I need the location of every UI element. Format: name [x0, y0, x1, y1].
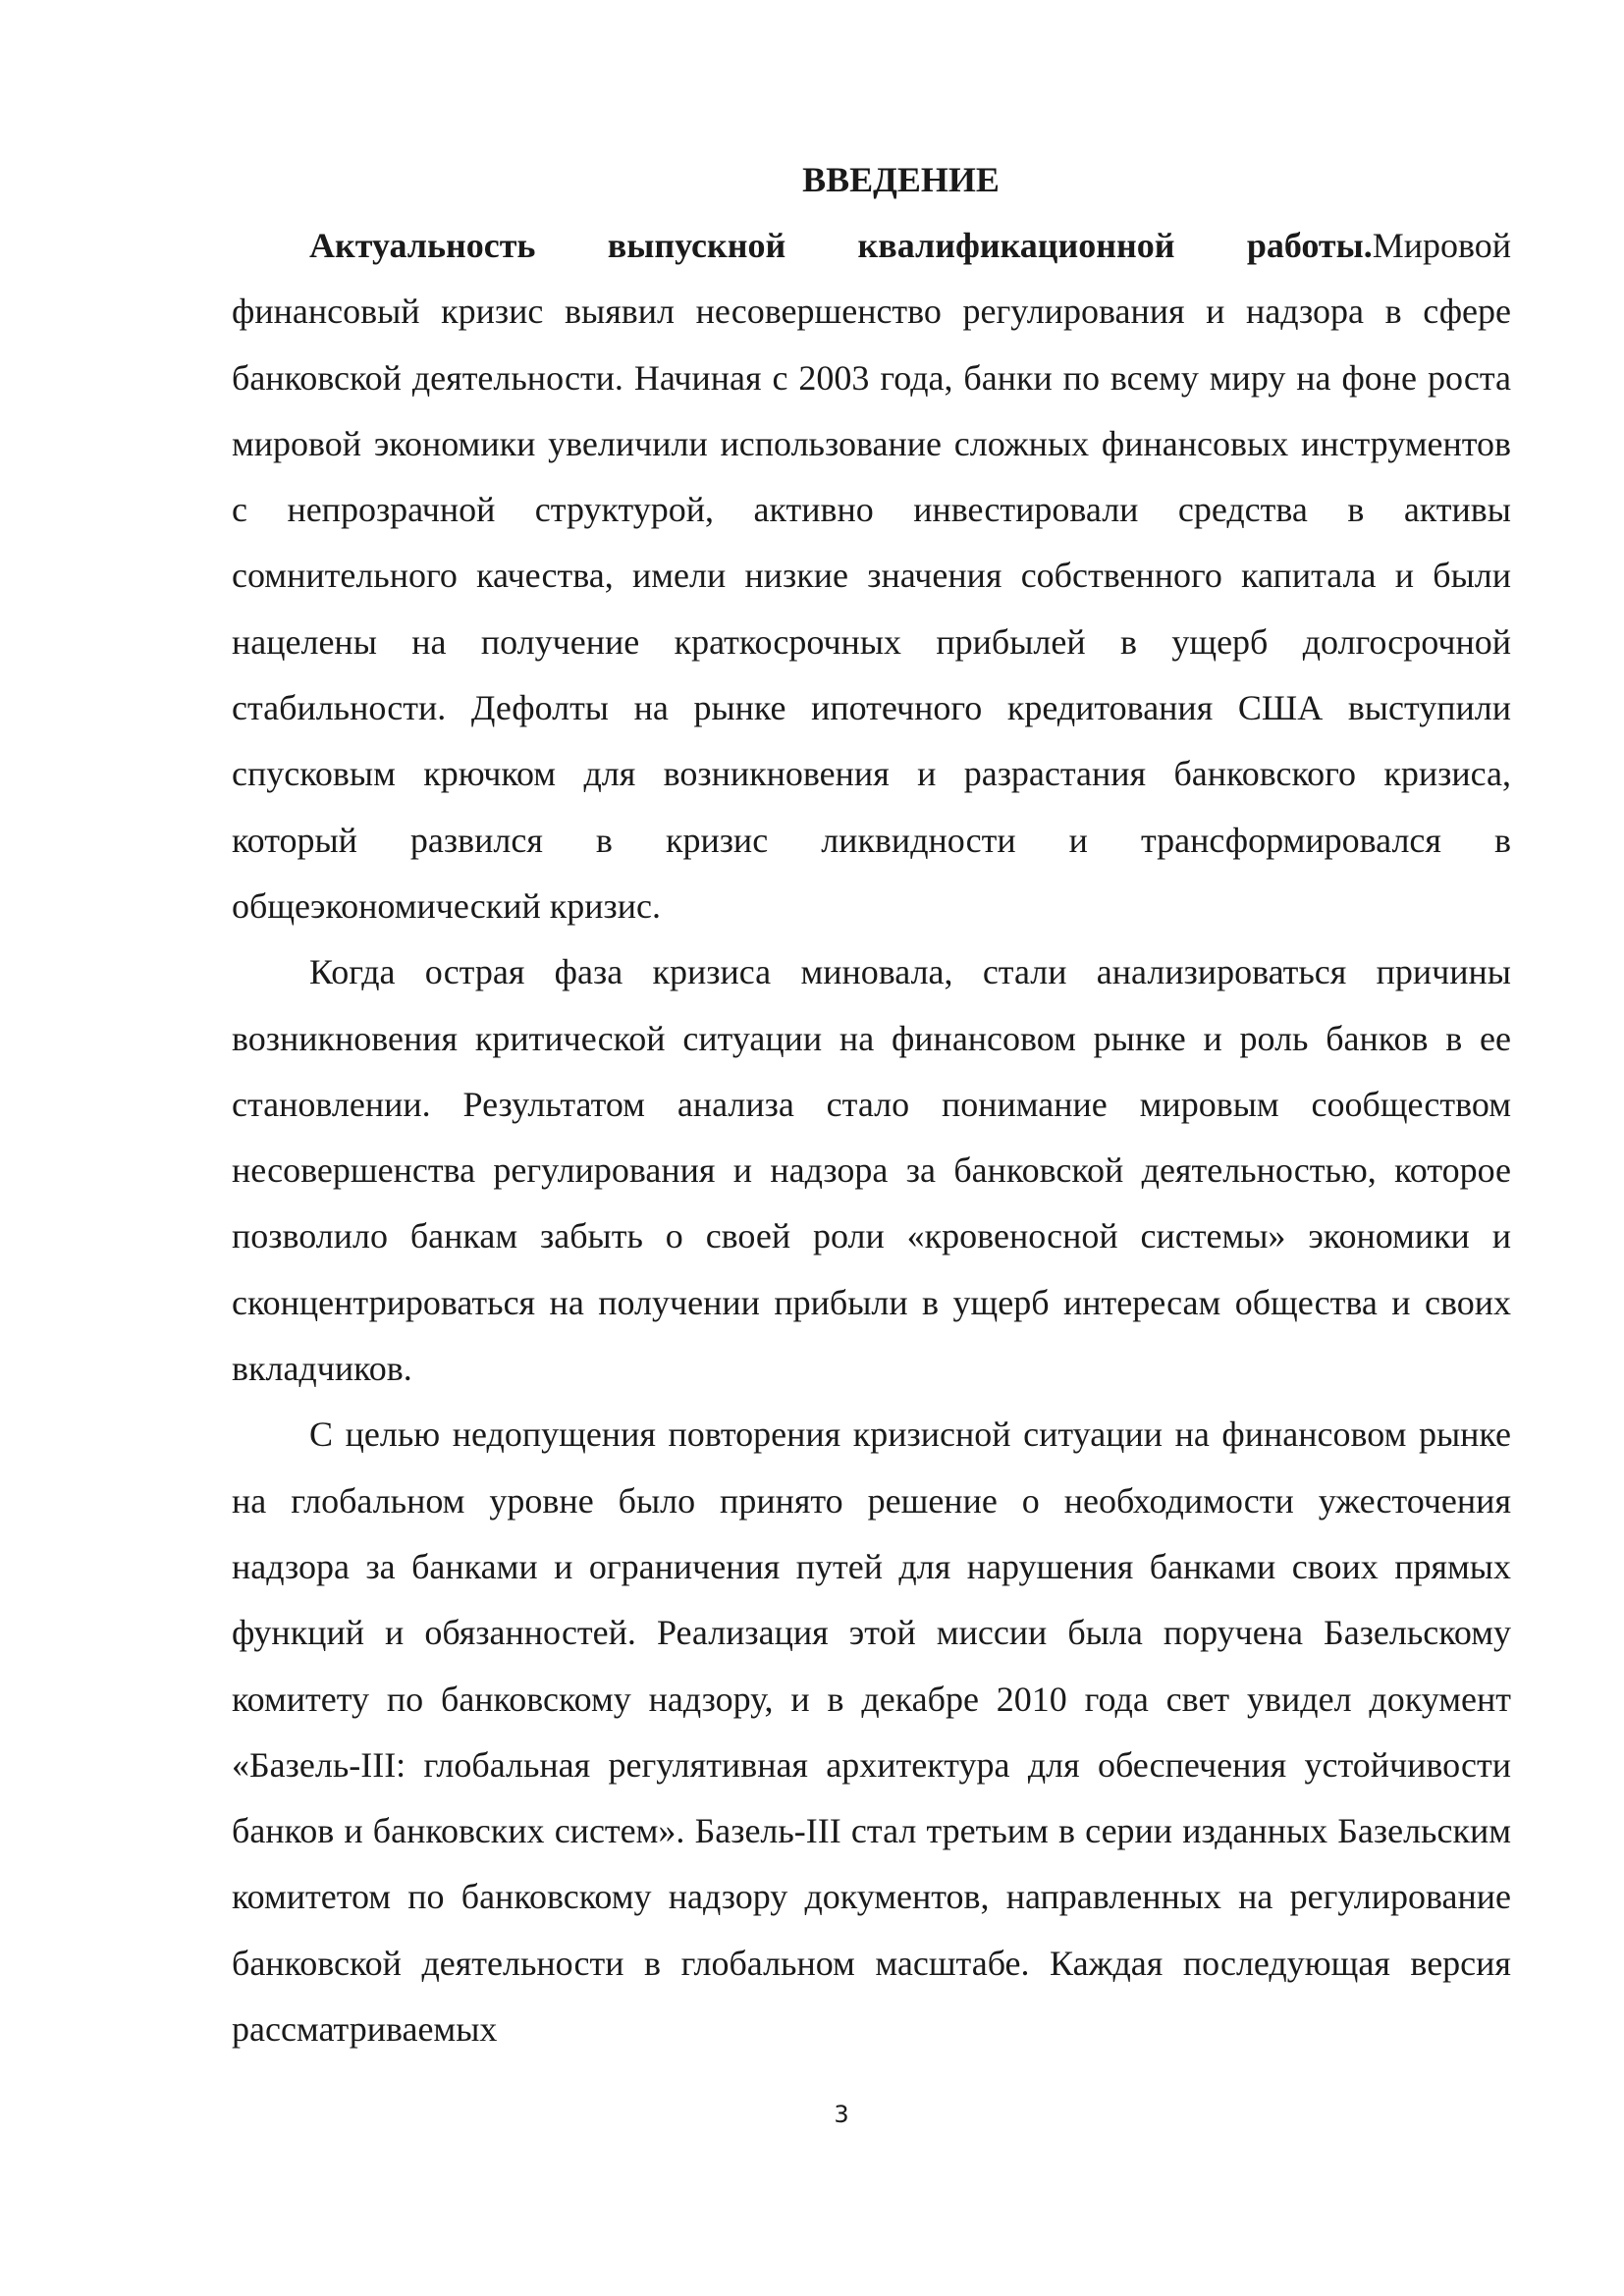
page-number: 3 [834, 2101, 849, 2128]
paragraph-lead-bold: Актуальность выпускной квалификационной работы. [309, 226, 1373, 265]
paragraph-basel-iii [232, 1402, 1511, 2062]
section-heading: ВВЕДЕНИЕ [802, 160, 1000, 199]
paragraph-relevance [232, 213, 1511, 939]
document-page [232, 147, 1511, 2062]
paragraph-text: С целью недопущения повторения кризисной ситуации на финансовом рынке на глобальном уровне было принято решение о необходимости ужесточения надзора за банками и ограничения путей для нарушения банками своих прямых функций и обязанностей. Реализация этой миссии была поручена Базельскому комитету по банковскому надзору, и в декабре 2010 года свет увидел документ «Базель-III: глобальная регулятивная архитектура для обеспечения устойчивости банков и банковских систем». Базель-III стал третьим в серии изданных Базельским комитетом по банковскому надзору документов, направленных на регулирование банковской деятельности в глобальном масштабе. Каждая последующая версия рассматриваемых [232, 1415, 1511, 2050]
paragraph-crisis-analysis [232, 939, 1511, 1402]
paragraph-text: Когда острая фаза кризиса миновала, стали анализироваться причины возникновения критической ситуации на финансовом рынке и роль банков в ее становлении. Результатом анализа стало понимание мировым сообществом несовершенства регулирования и надзора за банковской деятельностью, которое позволило банкам забыть о своей роли «кровеносной системы» экономики и сконцентрироваться на получении прибыли в ущерб интересам общества и своих вкладчиков. [232, 952, 1511, 1389]
paragraph-text: Мировой финансовый кризис выявил несовершенство регулирования и надзора в сфере банковской деятельности. Начиная с 2003 года, банки по всему миру на фоне роста мировой экономики увеличили использование сложных финансовых инструментов с непрозрачной структурой, активно инвестировали средства в активы сомнительного качества, имели низкие значения собственного капитала и были нацелены на получение краткосрочных прибылей в ущерб долгосрочной стабильности. Дефолты на рынке ипотечного кредитования США выступили спусковым крючком для возникновения и разрастания банковского кризиса, который развился в кризис ликвидности и трансформировался в общеэкономический кризис. [232, 226, 1511, 926]
